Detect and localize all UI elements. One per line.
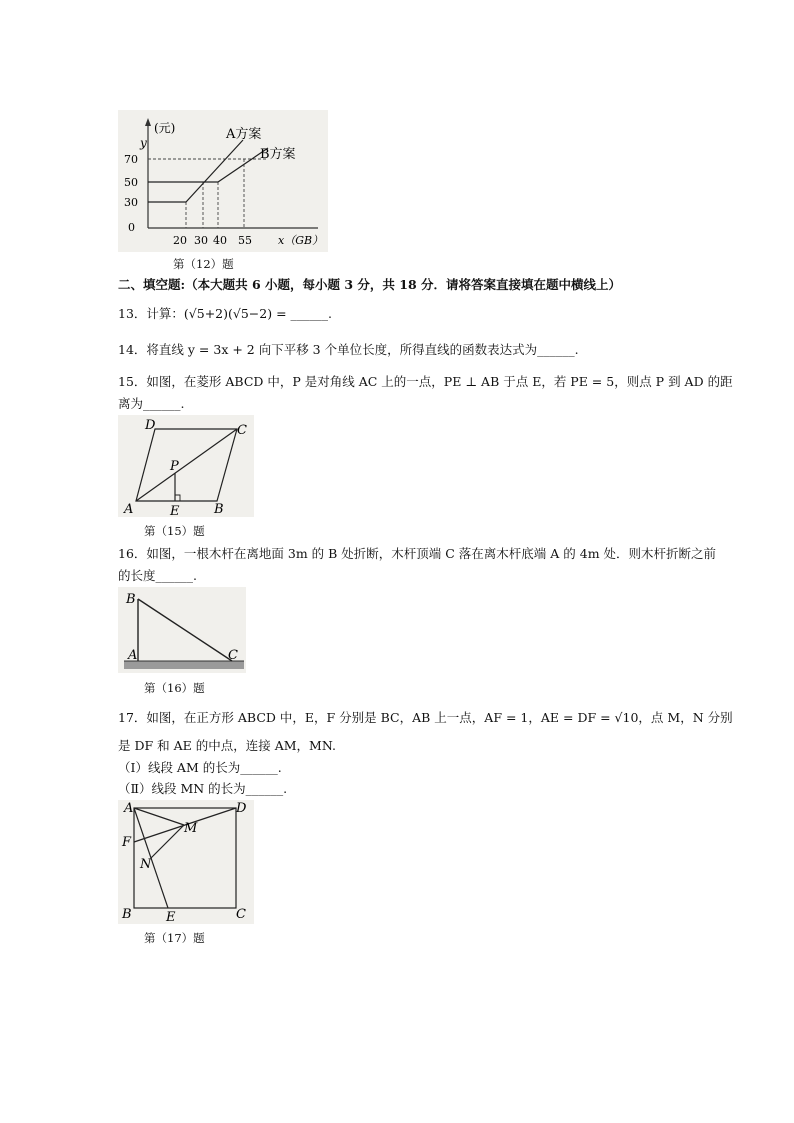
y-axis-unit: (元) bbox=[154, 121, 176, 135]
label-c: C bbox=[228, 648, 238, 663]
x-axis-label: x（GB） bbox=[278, 234, 324, 247]
label-b: B bbox=[214, 502, 224, 517]
y-tick-0: 0 bbox=[128, 221, 135, 234]
label-c: C bbox=[236, 907, 246, 922]
y-axis-label: y bbox=[140, 136, 147, 150]
question-15-line-1: 15．如图，在菱形 ABCD 中，P 是对角线 AC 上的一点，PE ⊥ AB 于点 E，若 PE = 5，则点 P 到 AD 的距 bbox=[118, 374, 733, 389]
label-f: F bbox=[122, 835, 132, 850]
question-14: 14．将直线 y = 3x + 2 向下平移 3 个单位长度，所得直线的函数表达式为______. bbox=[118, 342, 579, 357]
label-p: P bbox=[170, 459, 179, 474]
plan-a-label: A方案 bbox=[226, 127, 262, 142]
figure-15-caption: 第（15）题 bbox=[144, 524, 205, 538]
question-16-line-1: 16．如图，一根木杆在离地面 3m 的 B 处折断，木杆顶端 C 落在离木杆底端 A 的 4m 处．则木杆折断之前 bbox=[118, 546, 717, 561]
figure-12-caption: 第（12）题 bbox=[173, 257, 234, 271]
label-m: M bbox=[184, 821, 198, 836]
x-tick-55: 55 bbox=[238, 234, 252, 247]
label-e: E bbox=[166, 910, 176, 924]
question-17-part-2: （Ⅱ）线段 MN 的长为______. bbox=[118, 781, 288, 796]
figure-16-pole bbox=[118, 587, 246, 673]
label-a: A bbox=[124, 801, 134, 816]
question-13: 13．计算：(√5+2)(√5−2) = ______. bbox=[118, 306, 332, 321]
question-17-part-1: （Ⅰ）线段 AM 的长为______. bbox=[118, 760, 282, 775]
label-n: N bbox=[140, 857, 152, 872]
label-a: A bbox=[124, 502, 134, 517]
question-15-line-2: 离为______. bbox=[118, 396, 185, 411]
label-a: A bbox=[128, 648, 138, 663]
figure-17-square bbox=[118, 800, 254, 924]
label-c: C bbox=[237, 423, 247, 438]
y-tick-70: 70 bbox=[124, 153, 138, 166]
figure-17-caption: 第（17）题 bbox=[144, 931, 205, 945]
y-tick-30: 30 bbox=[124, 196, 138, 209]
x-tick-40: 40 bbox=[213, 234, 227, 247]
figure-15-rhombus bbox=[118, 415, 254, 517]
label-d: D bbox=[145, 418, 156, 433]
figure-17 bbox=[118, 800, 254, 924]
question-17-line-1: 17．如图，在正方形 ABCD 中，E，F 分别是 BC，AB 上一点，AF = 1，AE = DF = √10，点 M，N 分别 bbox=[118, 710, 733, 725]
figure-12-graph bbox=[118, 110, 328, 252]
label-b: B bbox=[122, 907, 132, 922]
figure-12 bbox=[118, 110, 328, 252]
figure-16-caption: 第（16）题 bbox=[144, 681, 205, 695]
figure-15 bbox=[118, 415, 254, 517]
x-tick-20: 20 bbox=[173, 234, 187, 247]
label-d: D bbox=[236, 801, 247, 816]
question-16-line-2: 的长度______. bbox=[118, 568, 197, 583]
label-e: E bbox=[170, 504, 180, 517]
label-b: B bbox=[126, 592, 136, 607]
y-tick-50: 50 bbox=[124, 176, 138, 189]
section-2-heading: 二、填空题:（本大题共 6 小题，每小题 3 分，共 18 分．请将答案直接填在题中横线上） bbox=[118, 277, 622, 292]
figure-16 bbox=[118, 587, 246, 673]
x-tick-30: 30 bbox=[194, 234, 208, 247]
plan-b-label: B方案 bbox=[260, 147, 296, 162]
question-17-line-2: 是 DF 和 AE 的中点，连接 AM，MN. bbox=[118, 738, 336, 753]
